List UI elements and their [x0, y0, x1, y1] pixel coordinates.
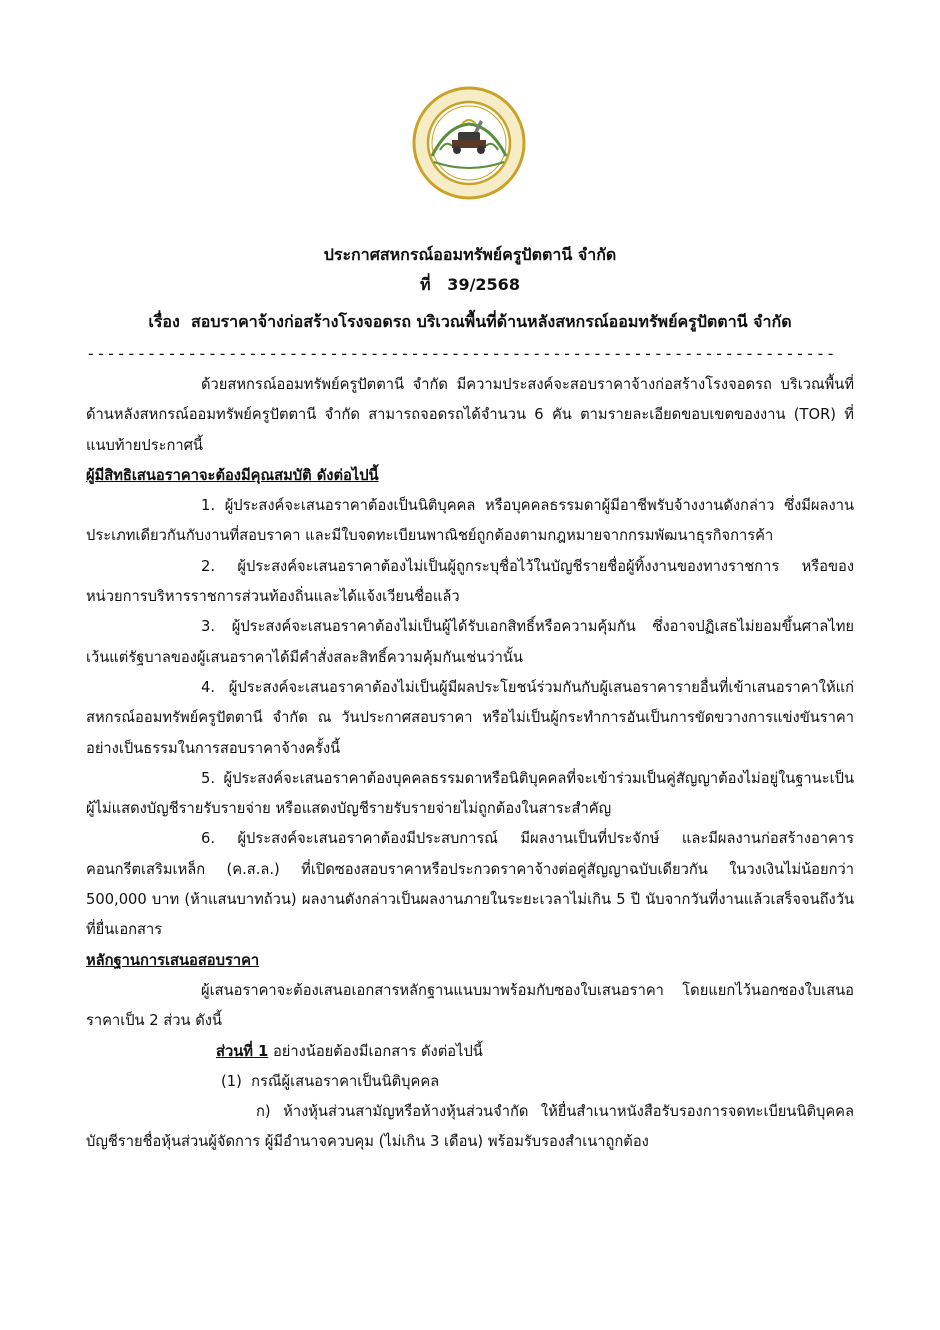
qualification-item-2: 2. ผู้ประสงค์จะเสนอราคาต้องไม่เป็นผู้ถูกระบุชื่อไว้ในบัญชีรายชื่อผู้ทิ้งงานของทางราชการ หรือของหน่วยการบริหารราชการส่วนท้องถิ่นและได้แจ้งเวียนชื่อแล้ว — [86, 557, 854, 606]
cooperative-seal-logo — [412, 86, 526, 200]
part-1-line — [86, 1037, 854, 1067]
qualification-item-3: 3. ผู้ประสงค์จะเสนอราคาต้องไม่เป็นผู้ได้รับเอกสิทธิ์หรือความคุ้มกัน ซึ่งอาจปฏิเสธไม่ยอมขึ้นศาลไทย เว้นแต่รัฐบาลของผู้เสนอราคาได้มีคำสั่งสละสิทธิ์ความคุ้มกันเช่นว่านั้น — [86, 618, 854, 666]
announcement-title: ประกาศสหกรณ์ออมทรัพย์ครูปัตตานี จำกัด — [323, 245, 617, 264]
announcement-number: ที่ 39/2568 — [420, 275, 520, 294]
qualification-item-1: 1. ผู้ประสงค์จะเสนอราคาต้องเป็นนิติบุคคล หรือบุคคลธรรมดาผู้มีอาชีพรับจ้างงานดังกล่าว ซึ่งมีผลงานประเภทเดียวกันกับงานที่สอบราคา และมีใบจดทะเบียนพาณิชย์ถูกต้องตามกฎหมายจากกรมพัฒนาธุรกิจการค้า — [86, 497, 854, 545]
case-1-a-paragraph: ก) ห้างหุ้นส่วนสามัญหรือห้างหุ้นส่วนจำกัด ให้ยื่นสำเนาหนังสือรับรองการจดทะเบียนนิติบุคคล บัญชีรายชื่อหุ้นส่วนผู้จัดการ ผู้มีอำนาจควบคุม (ไม่เกิน 3 เดือน) พร้อมรับรองสำเนาถูกต้อง — [86, 1103, 854, 1151]
part-1-text: อย่างน้อยต้องมีเอกสาร ดังต่อไปนี้ — [272, 1042, 483, 1060]
qualifications-heading: ผู้มีสิทธิเสนอราคาจะต้องมีคุณสมบัติ ดังต่อไปนี้ — [86, 466, 379, 484]
divider-line: -------------------------------------------------------------------------- — [86, 344, 836, 363]
qualification-item-5: 5. ผู้ประสงค์จะเสนอราคาต้องบุคคลธรรมดาหรือนิติบุคคลที่จะเข้าร่วมเป็นคู่สัญญาต้องไม่อยู่ในฐานะเป็นผู้ไม่แสดงบัญชีรายรับรายจ่าย หรือแสดงบัญชีรายรับรายจ่ายไม่ถูกต้องในสาระสำคัญ — [86, 769, 854, 818]
qualification-item-6: 6. ผู้ประสงค์จะเสนอราคาต้องมีประสบการณ์ มีผลงานเป็นที่ประจักษ์ และมีผลงานก่อสร้างอาคารคอนกรีตเสริมเหล็ก (ค.ส.ล.) ที่เปิดซองสอบราคาหรือประกวดราคาจ้างต่อคู่สัญญาฉบับเดียวกัน ในวงเงินไม่น้อยกว่า 500,000 บาท (ห้าแสนบาทถ้วน) ผลงานดังกล่าวเป็นผลงานภายในระยะเวลาไม่เกิน 5 ปี นับจากวันที่งานแล้วเสร็จจนถึงวันที่ยื่นเอกสาร — [86, 830, 854, 939]
announcement-subject: เรื่อง สอบราคาจ้างก่อสร้างโรงจอดรถ บริเวณพื้นที่ด้านหลังสหกรณ์ออมทรัพย์ครูปัตตานี จำกัด — [148, 312, 792, 331]
evidence-heading: หลักฐานการเสนอสอบราคา — [86, 951, 260, 969]
evidence-intro: ผู้เสนอราคาจะต้องเสนอเอกสารหลักฐานแนบมาพร้อมกับซองใบเสนอราคา โดยแยกไว้นอกซองใบเสนอราคาเป็น 2 ส่วน ดังนี้ — [86, 981, 854, 1030]
qualification-item-4: 4. ผู้ประสงค์จะเสนอราคาต้องไม่เป็นผู้มีผลประโยชน์ร่วมกันกับผู้เสนอราคารายอื่นที่เข้าเสนอราคาให้แก่สหกรณ์ออมทรัพย์ครูปัตตานี จำกัด ณ วันประกาศสอบราคา หรือไม่เป็นผู้กระทำการอันเป็นการขัดขวางการแข่งขันราคาอย่างเป็นธรรมในการสอบราคาจ้างครั้งนี้ — [86, 678, 854, 757]
part-1-label: ส่วนที่ 1 — [216, 1042, 269, 1060]
announcement-body — [86, 370, 854, 1158]
intro-paragraph: ด้วยสหกรณ์ออมทรัพย์ครูปัตตานี จำกัด มีความประสงค์จะสอบราคาจ้างก่อสร้างโรงจอดรถ บริเวณพื้นที่ด้านหลังสหกรณ์ออมทรัพย์ครูปัตตานี จำกัด สามารถจอดรถได้จำนวน 6 คัน ตามรายละเอียดขอบเขตของงาน (TOR) ที่แนบท้ายประกาศนี้ — [86, 376, 854, 454]
case-1-line: (1) กรณีผู้เสนอราคาเป็นนิติบุคคล — [221, 1072, 440, 1090]
